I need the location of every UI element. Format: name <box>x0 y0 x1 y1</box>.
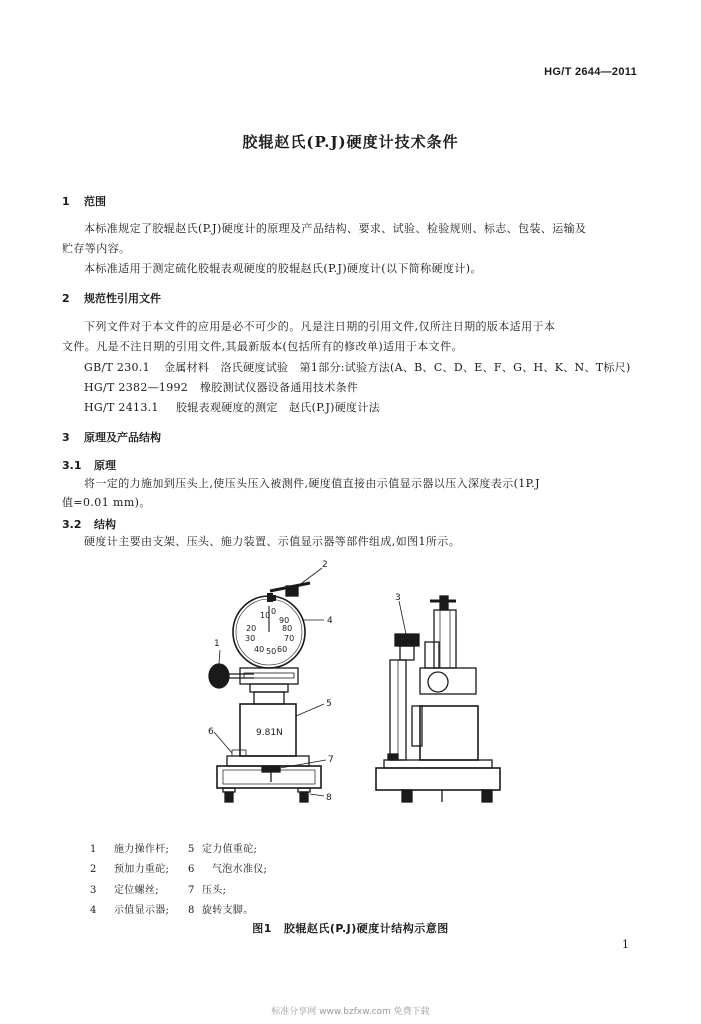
legend-number: 3 <box>90 885 97 896</box>
page-number: 1 <box>622 938 629 951</box>
figure-number: 图1 <box>252 922 272 935</box>
legend-text: 旋转支脚。 <box>202 905 254 916</box>
callout-number: 7 <box>328 755 334 765</box>
section-number: 1 <box>62 195 70 208</box>
legend-text: 定位螺丝; <box>114 885 159 896</box>
hardness-tester-diagram <box>190 556 520 816</box>
figure-caption <box>0 920 701 936</box>
legend-text: 施力操作杆; <box>114 844 170 855</box>
section-1-para-1-line-1: 本标准规定了胶辊赵氏(P.J)硬度计的原理及产品结构、要求、试验、检验规则、标志、包装、运输及 <box>84 222 587 235</box>
legend-number: 5 <box>188 844 195 855</box>
legend-entry <box>90 901 169 916</box>
section-number: 3 <box>62 431 70 444</box>
side-view <box>376 596 500 802</box>
reference-code: GB/T 230.1 <box>84 361 150 374</box>
legend-entry <box>90 860 169 875</box>
legend-text: 气泡水准仪; <box>212 864 268 875</box>
dial-number: 80 <box>282 624 293 633</box>
reference-title: 胶辊表观硬度的测定 赵氏(P.J)硬度计法 <box>176 401 380 414</box>
section-number: 2 <box>62 292 70 305</box>
section-2-para-line-1: 下列文件对于本文件的应用是必不可少的。凡是注日期的引用文件,仅所注日期的版本适用于本 <box>84 320 556 333</box>
legend-number: 1 <box>90 844 97 855</box>
legend-text: 预加力重砣; <box>114 864 170 875</box>
legend-number: 7 <box>188 885 195 896</box>
dial-number: 0 <box>271 607 277 616</box>
section-3-heading <box>62 429 161 445</box>
section-3-2-heading <box>62 516 116 532</box>
legend-entry <box>90 881 159 896</box>
dial-number: 20 <box>246 624 257 633</box>
reference-code: HG/T 2413.1 <box>84 401 159 414</box>
reference-item <box>84 379 358 395</box>
section-3-1-line-2: 值=0.01 mm)。 <box>62 496 151 509</box>
section-1-para-1-line-2: 贮存等内容。 <box>62 242 131 255</box>
legend-number: 6 <box>188 864 195 875</box>
section-title: 原理及产品结构 <box>84 431 161 444</box>
section-title: 结构 <box>94 518 116 531</box>
dial-number: 60 <box>277 645 288 654</box>
legend-entry <box>90 840 169 855</box>
legend-text: 示值显示器; <box>114 905 170 916</box>
legend-number: 2 <box>90 864 97 875</box>
section-title: 规范性引用文件 <box>84 292 161 305</box>
section-2-heading <box>62 290 161 306</box>
section-title: 范围 <box>84 195 106 208</box>
section-1-para-2: 本标准适用于测定硫化胶辊表观硬度的胶辊赵氏(P.J)硬度计(以下简称硬度计)。 <box>84 262 482 275</box>
dial-number: 90 <box>279 616 290 625</box>
figure-title: 胶辊赵氏(P.J)硬度计结构示意图 <box>283 922 449 935</box>
callout-number: 6 <box>208 727 214 737</box>
reference-code: HG/T 2382—1992 <box>84 381 189 394</box>
legend-entry <box>188 901 254 916</box>
callout-number: 8 <box>326 793 332 803</box>
callout-number: 2 <box>322 560 328 570</box>
dial-number: 10 <box>260 611 271 620</box>
legend-text: 压头; <box>202 885 227 896</box>
legend-entry <box>188 881 226 896</box>
legend-number: 8 <box>188 905 195 916</box>
callout-number: 5 <box>326 699 332 709</box>
watermark-footer: 标准分享网 www.bzfxw.com 免费下载 <box>271 1007 430 1017</box>
dial-number: 70 <box>284 634 295 643</box>
legend-entry <box>188 840 257 855</box>
section-2-para-line-2: 文件。凡是不注日期的引用文件,其最新版本(包括所有的修改单)适用于本文件。 <box>62 340 463 353</box>
document-title: 胶辊赵氏(P.J)硬度计技术条件 <box>242 133 459 151</box>
front-view <box>209 583 321 802</box>
section-3-1-heading <box>62 457 116 473</box>
dial-number: 40 <box>254 645 265 654</box>
standard-number: HG/T 2644—2011 <box>544 66 637 78</box>
legend-text: 定力值重砣; <box>202 844 258 855</box>
dial-number: 30 <box>245 634 256 643</box>
callout-number: 3 <box>395 593 401 603</box>
legend-entry <box>188 860 267 875</box>
callout-number: 1 <box>214 639 220 649</box>
section-number: 3.1 <box>62 459 82 472</box>
section-3-1-line-1: 将一定的力施加到压头上,使压头压入被测件,硬度值直接由示值显示器以压入深度表示(1P.J <box>84 477 540 490</box>
reference-title: 金属材料 洛氏硬度试验 第1部分:试验方法(A、B、C、D、E、F、G、H、K、N、T标尺) <box>164 361 631 374</box>
dial-number: 50 <box>266 647 277 656</box>
section-1-heading <box>62 193 106 209</box>
weight-label: 9.81N <box>256 728 283 738</box>
section-3-2-line-1: 硬度计主要由支架、压头、施力装置、示值显示器等部件组成,如图1所示。 <box>84 535 461 548</box>
reference-item <box>84 399 380 415</box>
reference-title: 橡胶测试仪器设备通用技术条件 <box>200 381 359 394</box>
callout-number: 4 <box>327 616 333 626</box>
reference-item <box>84 359 631 375</box>
legend-number: 4 <box>90 905 97 916</box>
section-title: 原理 <box>94 459 116 472</box>
section-number: 3.2 <box>62 518 82 531</box>
